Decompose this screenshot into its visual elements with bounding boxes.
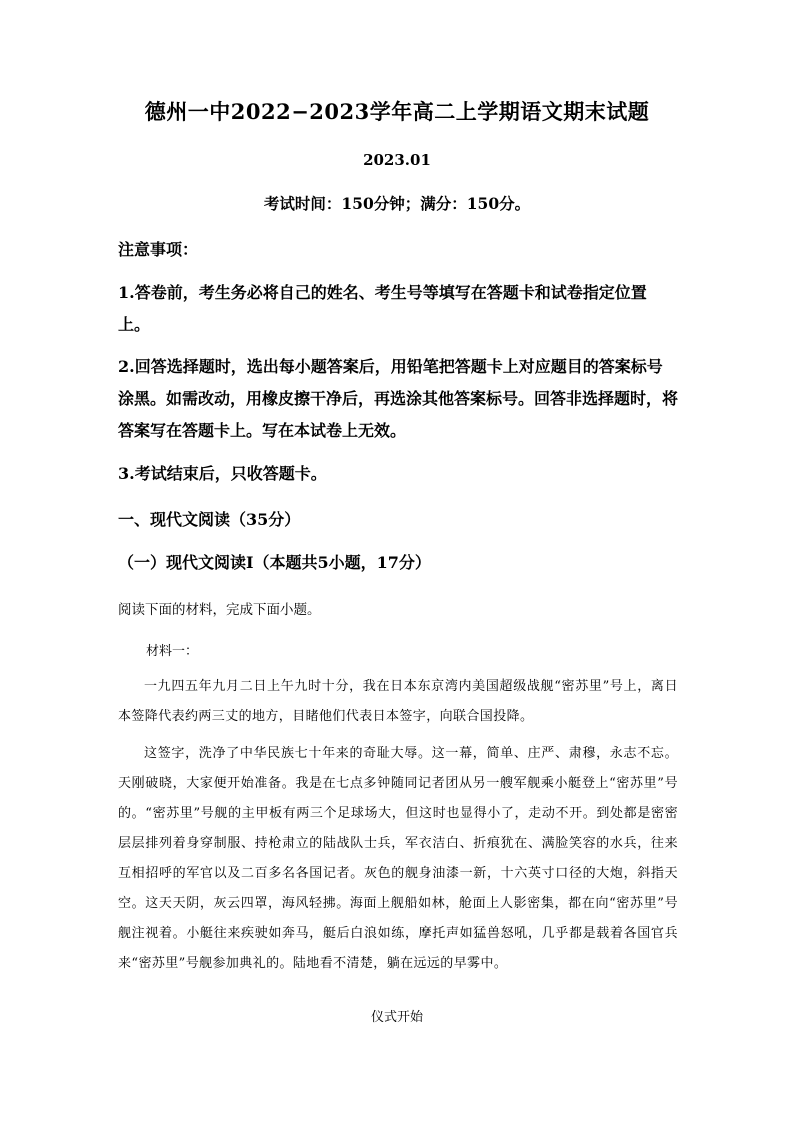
notice-heading: 注意事项：: [118, 240, 199, 259]
material-paragraph-2: 这签字，洗净了中华民族七十年来的奇耻大辱。这一幕，简单、庄严、肃穆，永志不忘。天刚破晓，大家便开始准备。我是在七点多钟随同记者团从另一艘军舰乘小艇登上“密苏里”号的。“密苏里”号舰的主甲板有两三个足球场大，但这时也显得小了，走动不开。到处都是密密层层排列着身穿制服、持枪肃立的陆战队士兵，军衣洁白、折痕犹在、满脸笑容的水兵，往来互相招呼的军官以及二百多名各国记者。灰色的舰身油漆一新，十六英寸口径的大炮，斜指天空。这天天阴，灰云四罩，海风轻拂。海面上舰船如林，舱面上人影密集，都在向“密苏里”号舰注视着。小艇往来疾驶如奔马，艇后白浪如练，摩托声如猛兽怒吼，几乎都是载着各国官兵来“密苏里”号舰参加典礼的。陆地看不清楚，躺在远远的早雾中。: [118, 746, 678, 971]
material-label: 材料一：: [146, 644, 199, 659]
reading-instruction: 阅读下面的材料，完成下面小题。: [118, 602, 321, 618]
exam-title: 德州一中2022−2023学年高二上学期语文期末试题: [144, 99, 650, 124]
notice-item-1: 1.答卷前，考生务必将自己的姓名、考生号等填写在答题卡和试卷指定位置上。: [118, 283, 647, 334]
subsection-heading: （一）现代文阅读Ⅰ（本题共5小题，17分）: [118, 553, 431, 572]
notice-item-2: 2.回答选择题时，选出每小题答案后，用铅笔把答题卡上对应题目的答案标号涂黑。如需改动，用橡皮擦干净后，再选涂其他答案标号。回答非选择题时，将答案写在答题卡上。写在本试卷上无效。: [118, 357, 679, 440]
notice-item-3: 3.考试结束后，只收答题卡。: [118, 464, 327, 483]
exam-date: 2023.01: [363, 151, 431, 169]
exam-time-score: 考试时间：150分钟；满分：150分。: [263, 194, 531, 213]
material-paragraph-1: 一九四五年九月二日上午九时十分，我在日本东京湾内美国超级战舰“密苏里”号上，离日本签降代表约两三丈的地方，目睹他们代表日本签字，向联合国投降。: [118, 679, 678, 724]
section-heading: 一、现代文阅读（35分）: [118, 510, 301, 529]
material-subtitle: 仪式开始: [370, 1010, 423, 1025]
